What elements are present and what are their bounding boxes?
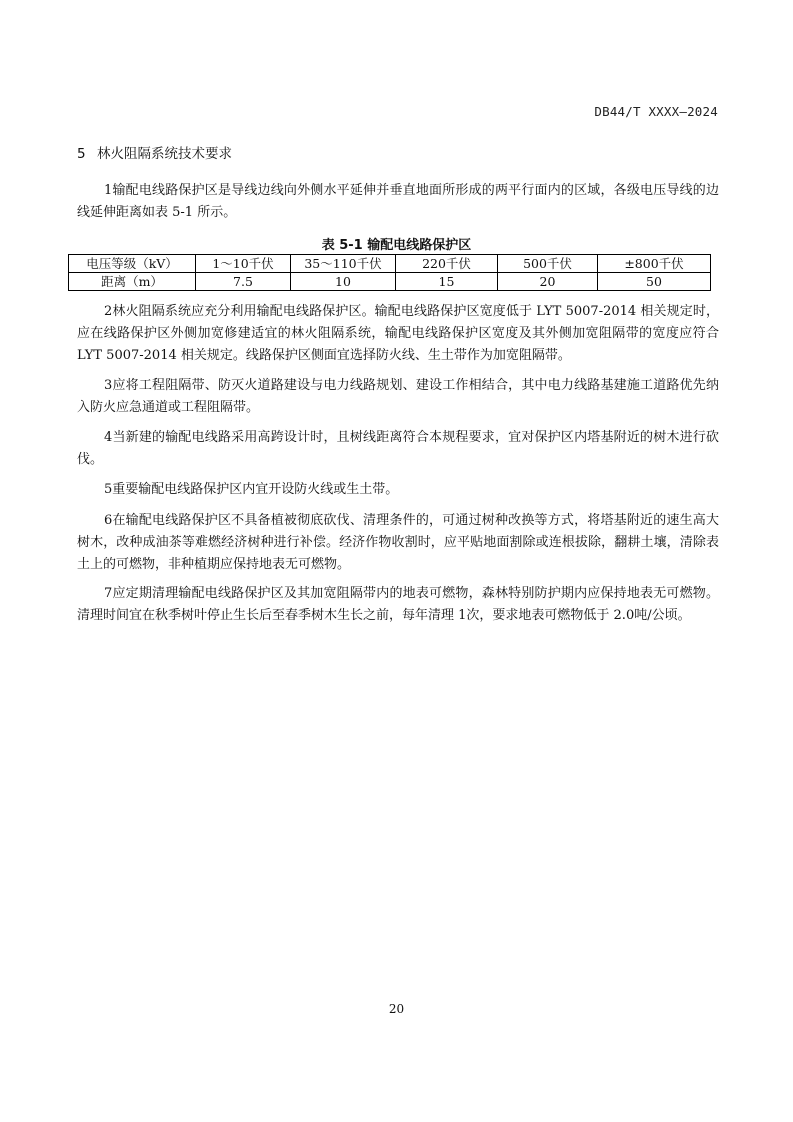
table-cell: 距离（m）	[69, 273, 196, 291]
section-heading	[77, 142, 232, 162]
paragraph-2: 2林火阻隔系统应充分利用输配电线路保护区。输配电线路保护区宽度低于 LYT 5007-2014 相关规定时，应在线路保护区外侧加宽修建适宜的林火阻隔系统，输配电线路保护区宽度及其外侧加宽阻隔带的宽度应符合 LYT 5007-2014 相关规定。线路保护区侧面宜选择防火线、生土带作为加宽阻隔带。	[77, 304, 719, 363]
page-number: 20	[388, 1002, 405, 1016]
table-header-cell: 电压等级（kV）	[69, 255, 196, 273]
paragraph-3: 3应将工程阻隔带、防灭火道路建设与电力线路规划、建设工作相结合，其中电力线路基建施工道路优先纳入防火应急通道或工程阻隔带。	[77, 378, 719, 415]
table-cell: 50	[598, 273, 711, 291]
table-header-cell: 35～110千伏	[291, 255, 396, 273]
paragraph-4: 4当新建的输配电线路采用高跨设计时，且树线距离符合本规程要求，宜对保护区内塔基附近的树木进行砍伐。	[77, 430, 719, 467]
table-cell: 15	[396, 273, 498, 291]
section-title: 林火阻隔系统技术要求	[97, 146, 232, 162]
paragraph-5: 5重要输配电线路保护区内宜开设防火线或生土带。	[104, 482, 399, 497]
table-cell: 10	[291, 273, 396, 291]
table-row	[69, 273, 711, 291]
table-header-cell: 500千伏	[498, 255, 598, 273]
table-header-cell: ±800千伏	[598, 255, 711, 273]
paragraph-6: 6在输配电线路保护区不具备植被彻底砍伐、清理条件的，可通过树种改换等方式，将塔基附近的速生高大树木，改种成油茶等难燃经济树种进行补偿。经济作物收割时，应平贴地面割除或连根拔除，翻耕土壤，清除表土上的可燃物，非种植期应保持地表无可燃物。	[77, 513, 719, 572]
paragraph-1: 1输配电线路保护区是导线边线向外侧水平延伸并垂直地面所形成的两平行面内的区域，各级电压导线的边线延伸距离如表 5-1 所示。	[77, 183, 719, 220]
paragraph-7: 7应定期清理输配电线路保护区及其加宽阻隔带内的地表可燃物，森林特别防护期内应保持地表无可燃物。清理时间宜在秋季树叶停止生长后至春季树木生长之前，每年清理 1次，要求地表可燃物低于 2.0吨/公顷。	[77, 586, 719, 623]
table-cell: 7.5	[196, 273, 291, 291]
table-header-cell: 1～10千伏	[196, 255, 291, 273]
table-cell: 20	[498, 273, 598, 291]
table-caption: 表 5-1 输配电线路保护区	[321, 238, 472, 253]
section-number: 5	[77, 146, 86, 162]
table-header-cell: 220千伏	[396, 255, 498, 273]
protection-zone-table	[68, 254, 711, 291]
document-code: DB44/T XXXX—2024	[594, 104, 718, 119]
table-header-row	[69, 255, 711, 273]
